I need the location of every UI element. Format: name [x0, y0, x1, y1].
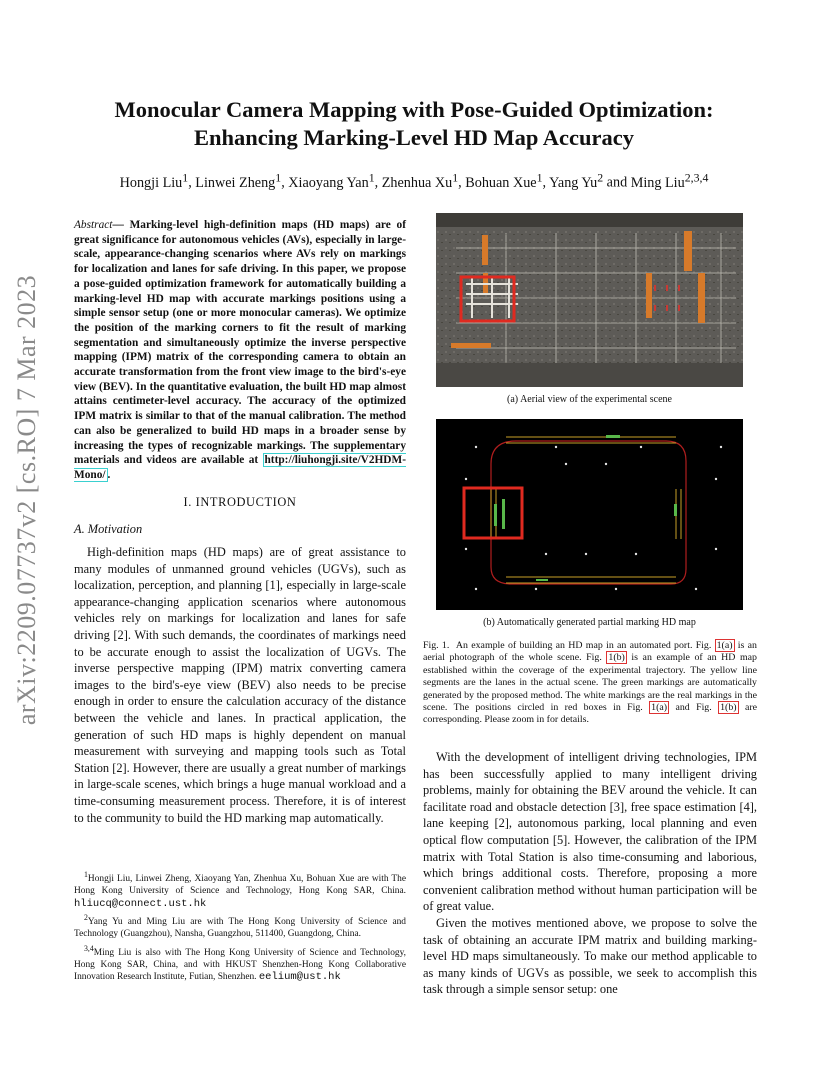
figure-ref-1a[interactable]: 1(a) — [651, 702, 668, 714]
footnote-3: $^{3,4}$Ming Liu is also with The Hong Kong University of Science and Technology, Hong Kong SAR, China, and with HKUST Shenzhen-Hong Kong Collaborative Innovation Research Institute, Futian, Shenzhen. eelium@ust.hk — [74, 943, 406, 984]
section-heading: I. INTRODUCTION — [183, 495, 297, 509]
intro-paragraph-2: Given the motives mentioned above, we propose to solve the task of obtaining an accurate IPM matrix and building marking-level HD maps simultaneously. To make our method applicable to as many kinds of UGVs as possible, we seek to accomplish this task through a simple sensor setup: one — [423, 916, 757, 997]
title-line-2: Enhancing Marking-Level HD Map Accuracy — [194, 125, 634, 150]
figure-1-caption: Fig. 1. An example of building an HD map in an automated port. Fig. 1(a) is an aerial photograph of the whole scene. Fig. 1(b) is an example of an HD map established within the coverage of the experimental trajectory. The yellow line segments are the lanes in the actual scene. The green markings are automatically generated by the proposed method. The white markings are the real markings in the scene. The positions circled in red boxes in Fig. 1(a) and Fig. 1(b) are corresponding. Please zoom in for details. — [423, 640, 757, 726]
abstract: Abstract— Marking-level high-definition maps (HD maps) are of great significance for autonomous vehicles (AVs), especially in large-scale, appearance-changing scenarios where AVs rely on markings for localization and lanes for safe driving. In this paper, we propose a pose-guided optimization framework for automatically building a marking-level HD map with accurate markings positions using a simple sensor setup (one or more monocular cameras). We optimize the position of the marking corners to fit the result of marking segmentation and simultaneously optimize the inverse perspective mapping (IPM) matrix of the corresponding camera to obtain an accurate transformation from the front view image to the bird's-eye view (BEV). In the quantitative evaluation, the built HD map almost attains centimeter-level accuracy. The accuracy of the optimized IPM matrix is similar to that of the manual calibration. The method can also be generalized to build HD maps in a broader sense by increasing the types of recognizable markings. The supplementary materials and videos are available at http://liuhongji.site/V2HDM-Mono/ . — [74, 219, 406, 481]
abstract-label: Abstract — [74, 219, 113, 231]
paper-title — [60, 96, 768, 152]
figure-ref-1b[interactable]: 1(b) — [720, 702, 737, 714]
title-line-1: Monocular Camera Mapping with Pose-Guided Optimization: — [114, 97, 714, 122]
figure-ref-1b[interactable]: 1(b) — [608, 652, 625, 664]
email-link[interactable]: eelium@ust.hk — [258, 971, 341, 984]
author-list: Hongji Liu$^1$, Linwei Zheng$^1$, Xiaoyang Yan$^1$, Zhenhua Xu$^1$, Bohuan Xue$^1$, Yang Yu$^2$ and Ming Liu$^{2,3,4}$ — [119, 170, 709, 191]
author: Linwei Zheng$^1$ — [195, 170, 282, 191]
author: Ming Liu$^{2,3,4}$ — [630, 170, 709, 191]
arxiv-stamp: arXiv:2209.07737v2 [cs.RO] 7 Mar 2023 — [12, 274, 41, 726]
supplementary-link[interactable]: http://liuhongji.site/V2HDM-Mono/ — [74, 454, 406, 481]
subsection-heading: A. Motivation — [74, 522, 143, 536]
author: Bohuan Xue$^1$ — [465, 170, 543, 191]
hd-map-figure — [436, 419, 743, 610]
footnote-2: $^2$Yang Yu and Ming Liu are with The Hong Kong University of Science and Technology (Guangzhou), Nansha, Guangzhou, 511400, Guangdong, China. — [74, 913, 406, 940]
aerial-photo — [436, 213, 743, 387]
figure-a-caption: (a) Aerial view of the experimental scene — [507, 394, 672, 405]
intro-paragraph-1: With the development of intelligent driving technologies, IPM has been successfully applied to many intelligent driving problems, mainly for obtaining the BEV around the vehicle. It can facilitate road and obstacle detection [3], free space estimation [4], lane keeping [2], autonomous parking, local planning and even optical flow computation [5]. However, the calibration of the IPM matrix with Total Station is also time-consuming and laborious, which brings additional costs. Therefore, proposing a more convenient calibration method without human participation will be of great value. — [423, 750, 757, 914]
email-link[interactable]: hliucq@connect.ust.hk — [74, 897, 207, 910]
author: Xiaoyang Yan$^1$ — [288, 170, 375, 191]
author: Yang Yu$^2$ — [549, 170, 604, 191]
motivation-paragraph: High-definition maps (HD maps) are of great assistance to many modules of unmanned ground vehicles (UGVs), such as localization, perception, and planning [1], especially in large-scale appearance-changing application scenarios where autonomous vehicles rely on markings for localization and lanes for safe driving [2]. With such demands, the coordinates of markings need to be accurate enough to assist the localization of UGVs. The inverse perspective mapping (IPM) matrix converting camera images to the bird's-eye view (BEV) also needs to be precise enough in order to ensure the calculation accuracy of the distance between the vehicle and lanes. In practical application, the generation of such HD maps is highly dependent on manual measurement with surveying and mapping tools such as Total Station [2]. However, there are usually a great number of markings in large-scale scenes, which brings a huge manual workload and a time-consuming measurement process. Therefore, it is of interest to the community to build the HD marking map automatically. — [74, 545, 406, 825]
abstract-text: — Marking-level high-definition maps (HD maps) are of great significance for autonomous vehicles (AVs), especially in large-scale, appearance-changing scenarios where AVs rely on markings for localization and lanes for safe driving. In this paper, we propose a pose-guided optimization framework for automatically building a marking-level HD map with accurate markings positions using a simple sensor setup (one or more monocular cameras). We optimize the position of the marking corners to fit the result of marking segmentation and simultaneously optimize the inverse perspective mapping (IPM) matrix of the corresponding camera to obtain an accurate transformation from the front view image to the bird's-eye view (BEV). In the quantitative evaluation, the built HD map almost attains centimeter-level accuracy. The accuracy of the optimized IPM matrix is similar to that of the manual calibration. The method can also be generalized to build HD maps in a broader sense by increasing the types of recognizable markings. The supplementary materials and videos are available at — [74, 219, 406, 467]
author: Zhenhua Xu$^1$ — [381, 170, 459, 191]
footnote-1: $^1$Hongji Liu, Linwei Zheng, Xiaoyang Yan, Zhenhua Xu, Bohuan Xue are with The Hong Kong University of Science and Technology, Hong Kong SAR, China. hliucq@connect.ust.hk — [74, 870, 406, 910]
footnotes — [74, 869, 406, 986]
figure-ref-1a[interactable]: 1(a) — [716, 640, 733, 651]
author: Hongji Liu$^1$ — [119, 170, 189, 191]
figure-b-caption: (b) Automatically generated partial marking HD map — [483, 617, 696, 628]
